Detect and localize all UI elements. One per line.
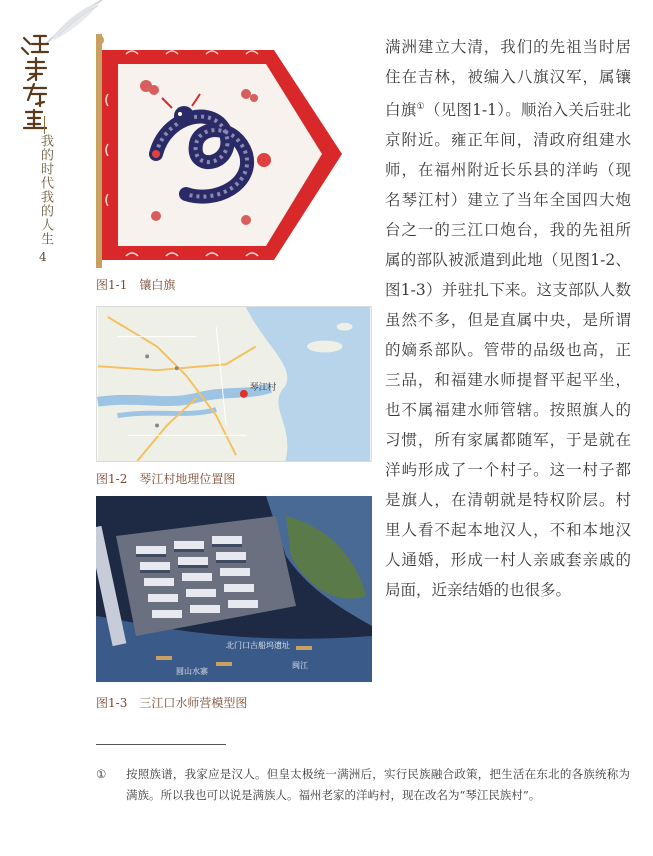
figure-1-caption: 图1-1 镶白旗 <box>96 278 176 292</box>
footnote-text: 按照族谱，我家应是汉人。但皇太极统一满洲后，实行民族融合政策，把生活在东北的各族统称为满族。所以我也可以说是满族人。福州老家的洋屿村，现在改名为“琴江民族村”。 <box>126 767 630 802</box>
sidebar <box>16 32 52 262</box>
footnote-ref[interactable]: ① <box>416 102 425 112</box>
footnote <box>96 764 630 806</box>
footnote-mark: ① <box>96 767 107 781</box>
feather-decoration <box>44 0 104 46</box>
sidebar-divider <box>44 116 45 134</box>
book-title: 我的时代我的人生 <box>38 134 53 246</box>
body-text-part-1: 满洲建立大清，我们的先祖当时居住在吉林，被编入八旗汉军，属镶白旗 <box>385 38 631 120</box>
body-paragraph <box>385 32 631 605</box>
model-label-port: 圆山水寨 <box>176 667 208 676</box>
footnote-divider <box>96 744 226 745</box>
brand-calligraphy-logo <box>16 32 52 132</box>
figure-3-caption: 图1-3 三江口水师营模型图 <box>96 696 248 710</box>
map-marker-label: 琴江村 <box>249 382 277 393</box>
model-label-north-gate: 北门口古船坞遗址 <box>226 641 290 650</box>
figure-2-caption: 图1-2 琴江村地理位置图 <box>96 472 236 486</box>
model-label-river: 闽江 <box>292 661 308 670</box>
figure-map-image <box>96 306 372 462</box>
body-text <box>385 32 631 605</box>
figure-model-image <box>96 496 372 682</box>
page-number: 4 <box>39 250 47 264</box>
figure-banner-image <box>96 34 342 268</box>
body-text-part-2: （见图1-1）。顺治入关后驻北京附近。雍正年间，清政府组建水师，在福州附近长乐县的洋屿（现名琴江村）建立了当年全国四大炮台之一的三江口炮台，我的先祖所属的部队被派遣到此地（见图1-2、图1-3）并驻扎下来。这支部队人数虽然不多，但是直属中央，是所谓的嫡系部队。管带的品级也高，正三品，和福建水师提督平起平坐，也不属福建水师管辖。按照旗人的习惯，所有家属都随军，于是就在洋屿形成了一个村子。这一村子都是旗人，在清朝就是特权阶层。村里人看不起本地汉人，不和本地汉人通婚，形成一村人亲戚套亲戚的局面，近亲结婚的也很多。 <box>385 101 631 600</box>
